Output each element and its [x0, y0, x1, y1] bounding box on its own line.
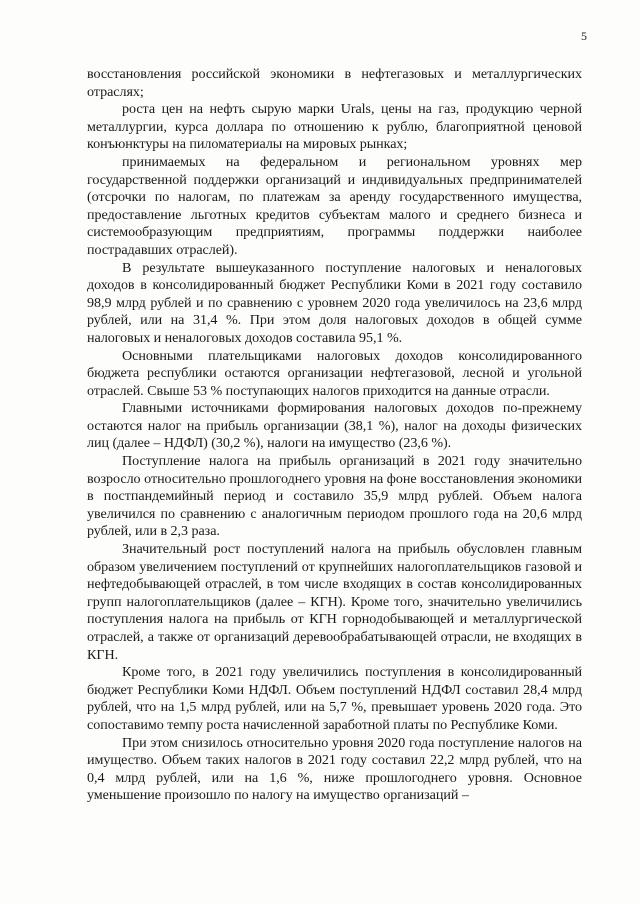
paragraph-8: Значительный рост поступлений налога на прибыль обусловлен главным образом увеличением поступлений от крупнейших налогоплательщиков газовой и нефтедобывающей отраслей, в том числе входящих в состав консолидированных групп налогоплательщиков (далее – КГН). Кроме того, значительно увеличились поступления налога на прибыль от КГН горнодобывающей и металлургической отраслей, а также от организаций деревообрабатывающей отрасли, не входящих в КГН. — [87, 541, 582, 663]
paragraph-3: принимаемых на федеральном и региональном уровнях мер государственной поддержки организаций и индивидуальных предпринимателей (отсрочки по налогам, по платежам за аренду государственного имущества, предоставление льготных кредитов субъектам малого и среднего бизнеса и системообразующим предприятиям, программы поддержки наиболее пострадавших отраслей). — [87, 153, 582, 258]
paragraph-10: При этом снизилось относительно уровня 2020 года поступление налогов на имущество. Объем таких налогов в 2021 году составил 22,2 млрд рублей, что на 0,4 млрд рублей, или на 1,6 %, ниже прошлогоднего уровня. Основное уменьшение произошло по налогу на имущество организаций – — [87, 734, 582, 804]
page-number: 5 — [581, 29, 587, 43]
paragraph-7: Поступление налога на прибыль организаций в 2021 году значительно возросло относительно прошлогоднего уровня на фоне восстановления экономики в постпандемийный период и составило 35,9 млрд рублей. Объем налога увеличился по сравнению с аналогичным периодом прошлого года на 20,6 млрд рублей, или в 2,3 раза. — [87, 453, 582, 540]
paragraph-2: роста цен на нефть сырую марки Urals, цены на газ, продукцию черной металлургии, курса доллара по отношению к рублю, благоприятной ценовой конъюнктуры на пиломатериалы на мировых рынках; — [87, 101, 582, 153]
paragraph-6: Главными источниками формирования налоговых доходов по-прежнему остаются налог на прибыль организации (38,1 %), налог на доходы физических лиц (далее – НДФЛ) (30,2 %), налоги на имущество (23,6 %). — [87, 400, 582, 452]
paragraph-1: восстановления российской экономики в нефтегазовых и металлургических отраслях; — [87, 66, 582, 100]
body-text — [87, 66, 582, 805]
paragraph-9: Кроме того, в 2021 году увеличились поступления в консолидированный бюджет Республики Коми НДФЛ. Объем поступлений НДФЛ составил 28,4 млрд рублей, что на 1,5 млрд рублей, или на 5,7 %, превышает уровень 2020 года. Это сопоставимо темпу роста начисленной заработной платы по Республике Коми. — [87, 664, 582, 733]
paragraph-5: Основными плательщиками налоговых доходов консолидированного бюджета республики остаются организации нефтегазовой, лесной и угольной отраслей. Свыше 53 % поступающих налогов приходится на данные отрасли. — [87, 347, 582, 399]
paragraph-4: В результате вышеуказанного поступление налоговых и неналоговых доходов в консолидированный бюджет Республики Коми в 2021 году составило 98,9 млрд рублей и по сравнению с уровнем 2020 года увеличилось на 23,6 млрд рублей, или на 31,4 %. При этом доля налоговых доходов в общей сумме налоговых и неналоговых доходов составила 95,1 %. — [87, 259, 582, 346]
